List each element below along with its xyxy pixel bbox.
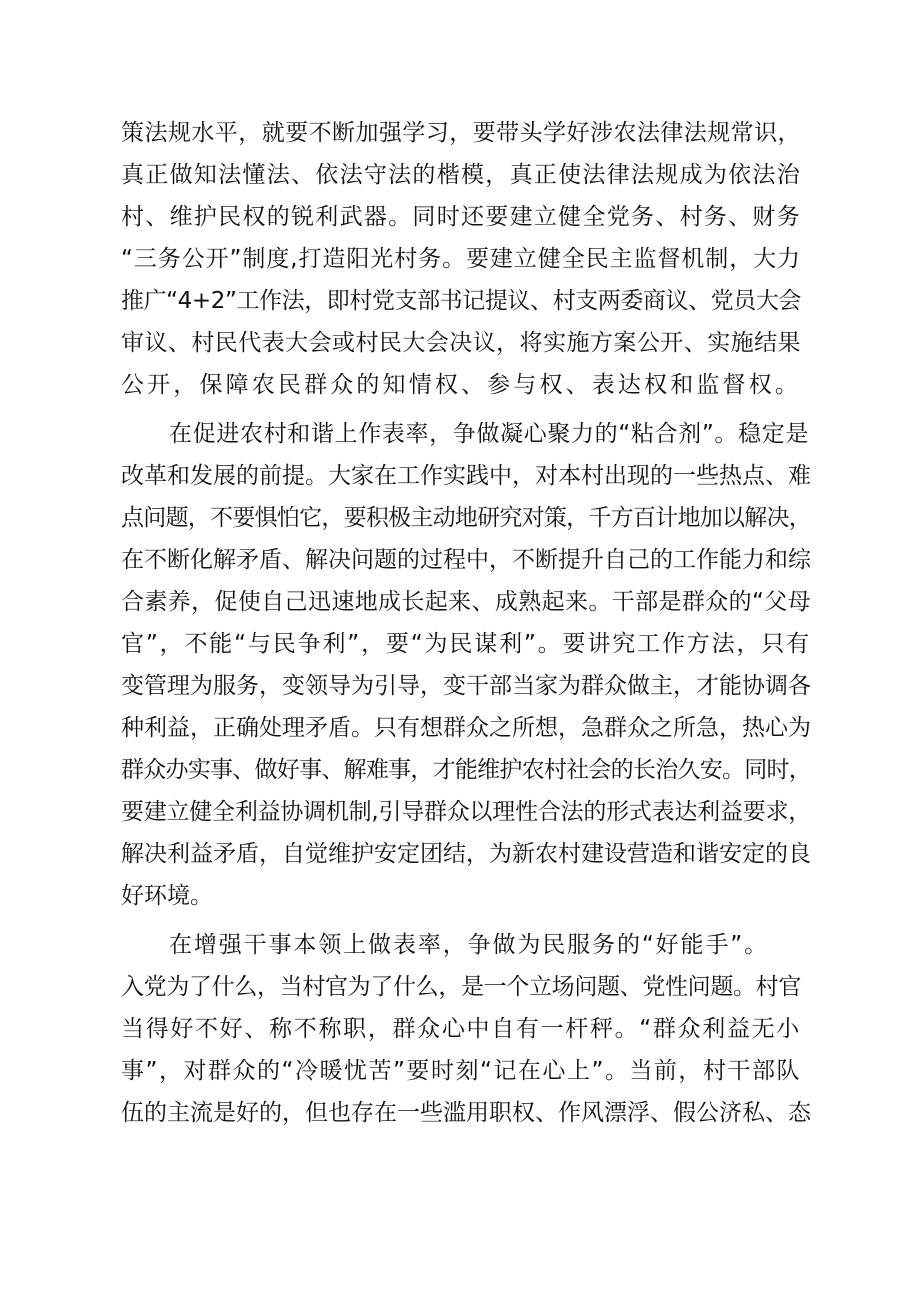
text-line: 在不断化解矛盾、解决问题的过程中，不断提升自己的工作能力和综 bbox=[121, 547, 811, 573]
text-line: 真正做知法懂法、依法守法的楷模，真正使法律法规成为依法治 bbox=[121, 162, 801, 188]
text-line: 变管理为服务，变领导为引导，变干部当家为群众做主，才能协调各 bbox=[121, 673, 811, 699]
text-line: 种利益，正确处理矛盾。只有想群众之所想，急群众之所急，热心为 bbox=[121, 715, 811, 741]
text-line: 村、维护民权的锐利武器。同时还要建立健全党务、村务、财务 bbox=[121, 204, 801, 230]
text-line: 伍的主流是好的，但也存在一些滥用职权、作风漂浮、假公济私、态 bbox=[121, 1100, 811, 1126]
text-line: 改革和发展的前提。大家在工作实践中，对本村出现的一些热点、难 bbox=[121, 463, 811, 489]
text-line: 公开，保障农民群众的知情权、参与权、表达权和监督权。 bbox=[121, 372, 801, 398]
text-line: 解决利益矛盾，自觉维护安定团结，为新农村建设营造和谐安定的良 bbox=[121, 841, 811, 867]
text-line: 策法规水平，就要不断加强学习，要带头学好涉农法律法规常识， bbox=[121, 120, 801, 146]
text-line: 当得好不好、称不称职，群众心中自有一杆秤。“群众利益无小 bbox=[121, 1016, 801, 1042]
paragraph-first-line: 在促进农村和谐上作表率，争做凝心聚力的“粘合剂”。稳定是 bbox=[169, 421, 809, 447]
text-line: “三务公开”制度,打造阳光村务。要建立健全民主监督机制，大力 bbox=[121, 246, 801, 272]
paragraph-first-line: 在增强干事本领上做表率，争做为民服务的“好能手”。 bbox=[169, 932, 769, 958]
text-line: 合素养，促使自己迅速地成长起来、成熟起来。干部是群众的“父母 bbox=[121, 589, 811, 615]
text-line: 好环境。 bbox=[121, 883, 213, 909]
text-line: 点问题，不要惧怕它，要积极主动地研究对策，千方百计地加以解决， bbox=[121, 505, 812, 531]
text-line: 群众办实事、做好事、解难事，才能维护农村社会的长治久安。同时， bbox=[121, 757, 812, 783]
text-line: 推广“4+2”工作法，即村党支部书记提议、村支两委商议、党员大会 bbox=[121, 288, 801, 314]
text-line: 官”，不能“与民争利”，要“为民谋利”。要讲究工作方法，只有 bbox=[121, 631, 811, 657]
text-line: 审议、村民代表大会或村民大会决议，将实施方案公开、实施结果 bbox=[121, 330, 801, 356]
text-line: 入党为了什么，当村官为了什么，是一个立场问题、党性问题。村官 bbox=[121, 974, 802, 1000]
text-line: 事”，对群众的“冷暖忧苦”要时刻“记在心上”。当前，村干部队 bbox=[121, 1058, 801, 1084]
text-line: 要建立健全利益协调机制,引导群众以理性合法的形式表达利益要求， bbox=[121, 799, 811, 825]
